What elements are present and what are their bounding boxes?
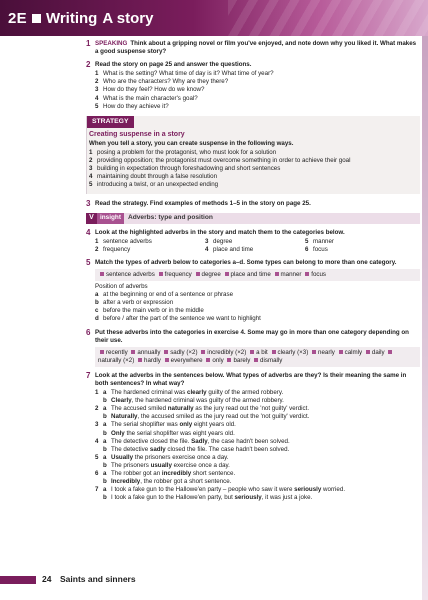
word-item: incredibly (×2): [207, 348, 247, 356]
word-box: [95, 347, 420, 367]
exercise-body: [95, 329, 420, 367]
exercise-instruction: Look at the adverbs in the sentences below. What types of adverbs are they? Is their meaning the same in both sentences? In what way?: [95, 371, 407, 387]
sentence-text: [111, 494, 312, 502]
sentence-row: [95, 430, 420, 438]
sentence-text: [111, 413, 309, 421]
sentence-part: The serial shoplifter was: [111, 421, 180, 429]
square-bullet-icon: [225, 272, 229, 276]
sentence-row: [95, 446, 420, 454]
sentence-part: the serial shoplifter was eight years old.: [124, 429, 235, 437]
item-letter: b: [95, 299, 99, 307]
sentence-part: The robber got an: [111, 470, 162, 478]
item-letter: a: [95, 291, 99, 299]
sentence-letter: a: [103, 453, 107, 461]
list-item: [89, 165, 416, 173]
list-item: [95, 70, 420, 78]
sentence-row: [95, 454, 420, 462]
square-bullet-icon: [305, 272, 309, 276]
unit-header-banner: [0, 0, 428, 36]
item-text: building in expectation through foreshadowing and short sentences: [97, 165, 281, 173]
unit-code: 2E: [8, 9, 27, 27]
sentence-part: , the robber got a short sentence.: [140, 478, 232, 486]
word-box: [95, 269, 420, 281]
sentence-part: closed the file. The case hadn't been solved.: [165, 445, 290, 453]
sentence-part: , the hardened criminal was guilty of the armed robbery.: [131, 397, 284, 405]
sentence-text: [111, 454, 229, 462]
item-text: What is the main character's goal?: [103, 94, 198, 102]
item-text: How do they feel? How do we know?: [103, 86, 205, 94]
item-number: 1: [95, 70, 99, 78]
exercise-3: [86, 200, 420, 208]
sentence-row: [95, 478, 420, 486]
list-item: [95, 291, 420, 299]
item-number: 5: [89, 181, 93, 189]
lesson-title: A story: [102, 9, 154, 27]
pair-number: 6: [95, 470, 99, 478]
highlighted-adverb: Sadly: [191, 437, 208, 445]
square-bullet-icon: [196, 272, 200, 276]
highlighted-adverb: usually: [150, 461, 172, 469]
sentence-text: [111, 446, 289, 454]
item-text: Who are the characters? Why are they there?: [103, 78, 229, 86]
footer-bar: [0, 576, 36, 584]
insight-label: insight: [97, 213, 124, 224]
item-number: 4: [95, 94, 99, 102]
sentence-letter: a: [103, 437, 107, 445]
square-bullet-icon: [254, 358, 258, 362]
pair-number: [95, 397, 103, 405]
sentence-text: [111, 462, 230, 470]
sentence-row: [95, 421, 420, 429]
sentence-letter: b: [103, 461, 107, 469]
item-number: 1: [95, 237, 99, 245]
pair-number: [95, 494, 103, 502]
position-list: [95, 291, 420, 323]
exercise-1: [86, 40, 420, 56]
exercise-2: [86, 61, 420, 111]
strategy-title: Creating suspense in a story: [89, 130, 185, 138]
word-item: daily: [371, 348, 385, 356]
category-grid: [95, 238, 420, 254]
word-item: frequency: [164, 270, 192, 278]
sentence-row: [95, 486, 420, 494]
highlighted-adverb: clearly: [187, 389, 207, 397]
sentence-row: [95, 397, 420, 405]
vocabulary-icon: V: [86, 213, 97, 224]
sentence-text: [111, 397, 284, 405]
banner-decoration: [228, 0, 428, 36]
strategy-box: [86, 116, 420, 194]
word-item: sentence adverbs: [106, 270, 155, 278]
word-item: focus: [311, 270, 327, 278]
square-bullet-icon: [366, 350, 370, 354]
list-item: [95, 95, 420, 103]
unit-heading: [8, 6, 153, 30]
square-bullet-icon: [206, 358, 210, 362]
square-bullet-icon: [339, 350, 343, 354]
question-list: [95, 70, 420, 110]
insight-bar: [86, 213, 420, 224]
sentence-text: [111, 486, 345, 494]
word-item: sadly (×2): [170, 348, 198, 356]
sentence-part: , the case hadn't been solved.: [207, 437, 290, 445]
pair-number: 4: [95, 437, 99, 445]
sentence-part: worried.: [321, 486, 346, 494]
item-letter: d: [95, 315, 99, 323]
word-item: degree: [201, 270, 221, 278]
item-number: 4: [89, 173, 93, 181]
exercise-number: 3: [86, 198, 91, 208]
sentence-text: [111, 421, 236, 429]
item-text: place and time: [213, 245, 254, 253]
pair-number: [95, 478, 103, 486]
pair-number: [95, 430, 103, 438]
exercise-body: [95, 229, 420, 254]
exercise-instruction: Read the strategy. Find examples of methods 1–5 in the story on page 25.: [95, 199, 311, 207]
exercise-instruction: Read the story on page 25 and answer the questions.: [95, 61, 252, 69]
exercise-instruction: Put these adverbs into the categories in exercise 4. Some may go in more than one category depending on their use.: [95, 328, 409, 344]
square-bullet-icon: [138, 358, 142, 362]
item-number: 1: [89, 149, 93, 157]
category-item: [305, 238, 405, 246]
exercise-number: 7: [86, 370, 91, 380]
highlighted-adverb: only: [179, 421, 193, 429]
sentence-row: [95, 389, 420, 397]
sentence-part: short sentence.: [191, 470, 236, 478]
page-content: [86, 40, 420, 507]
highlighted-adverb: sadly: [149, 445, 166, 453]
square-bullet-icon: [100, 272, 104, 276]
highlighted-adverb: incredibly: [161, 470, 192, 478]
list-item: [95, 307, 420, 315]
square-bullet-icon: [275, 272, 279, 276]
exercise-instruction: [95, 40, 420, 56]
word-item: naturally (×2): [98, 356, 135, 364]
list-item: [89, 157, 416, 165]
item-text: maintaining doubt through a false resolution: [97, 173, 218, 181]
exercise-body: [95, 61, 420, 111]
word-item: a bit: [256, 348, 268, 356]
category-item: [305, 246, 405, 254]
item-text: providing opposition; the protagonist must overcome something in order to achieve their goal: [97, 157, 351, 165]
page-number: 24: [42, 574, 52, 584]
speaking-label: SPEAKING: [95, 40, 128, 47]
exercise-text: Think about a gripping novel or film you've enjoyed, and note down why you liked it. What makes a good suspense story?: [95, 40, 417, 56]
square-bullet-icon: [159, 272, 163, 276]
sentence-part: the prisoners exercise once a day.: [133, 453, 229, 461]
sentence-row: [95, 438, 420, 446]
strategy-label: STRATEGY: [87, 116, 134, 128]
highlighted-adverb: Clearly: [111, 397, 132, 405]
exercise-instruction: Match the types of adverb below to categories a–d. Some types can belong to more than one category.: [95, 258, 397, 266]
sentence-part: The hardened criminal was: [111, 389, 188, 397]
item-number: 4: [205, 245, 209, 253]
exercise-body: [95, 372, 420, 503]
highlighted-adverb: seriously: [294, 486, 322, 494]
sentence-letter: b: [103, 478, 107, 486]
word-item: place and time: [230, 270, 271, 278]
square-bullet-icon: [100, 350, 104, 354]
square-bullet-icon: [250, 350, 254, 354]
lesson-type: Writing: [45, 9, 98, 27]
item-number: 2: [89, 157, 93, 165]
word-item: hardly: [144, 356, 161, 364]
strategy-body: [87, 128, 420, 194]
pair-number: 2: [95, 405, 99, 413]
sentence-letter: a: [103, 486, 107, 494]
sentence-row: [95, 470, 420, 478]
sentence-letter: a: [103, 389, 107, 397]
square-bullet-icon: [164, 350, 168, 354]
highlighted-adverb: naturally: [167, 405, 194, 413]
highlighted-adverb: Only: [111, 429, 125, 437]
word-item: clearly (×3): [277, 348, 309, 356]
item-text: after a verb or expression: [103, 299, 174, 307]
unit-title: Saints and sinners: [60, 574, 136, 584]
sentence-row: [95, 462, 420, 470]
pair-number: 5: [95, 453, 99, 461]
category-item: [205, 238, 305, 246]
pair-number: 3: [95, 421, 99, 429]
square-bullet-icon: [32, 14, 41, 23]
square-bullet-icon: [201, 350, 205, 354]
list-item: [89, 149, 416, 157]
item-number: 2: [95, 78, 99, 86]
sentence-letter: b: [103, 397, 107, 405]
sentence-part: exercise once a day.: [171, 461, 230, 469]
pair-number: [95, 446, 103, 454]
square-bullet-icon: [312, 350, 316, 354]
page-edge-strip: [422, 36, 428, 600]
highlighted-adverb: Usually: [111, 453, 134, 461]
list-item: [95, 103, 420, 111]
exercise-7: [86, 372, 420, 503]
word-item: annually: [137, 348, 161, 356]
item-text: introducing a twist, or an unexpected ending: [97, 181, 219, 189]
sentence-row: [95, 413, 420, 421]
sentence-part: , it was just a joke.: [261, 494, 313, 502]
word-item: everywhere: [170, 356, 203, 364]
word-item: only: [212, 356, 224, 364]
exercise-number: 4: [86, 227, 91, 237]
sentence-pairs: [95, 389, 420, 502]
sentence-row: [95, 405, 420, 413]
sentence-text: [111, 389, 283, 397]
item-number: 3: [89, 165, 93, 173]
list-item: [95, 86, 420, 94]
exercise-number: 1: [86, 39, 91, 48]
sentence-text: [111, 470, 235, 478]
pair-number: [95, 413, 103, 421]
strategy-intro: When you tell a story, you can create suspense in the following ways.: [89, 139, 294, 147]
sentence-letter: b: [103, 494, 107, 502]
position-title: Position of adverbs: [95, 283, 148, 291]
item-text: focus: [313, 245, 328, 253]
exercise-instruction: Look at the highlighted adverbs in the story and match them to the categories below.: [95, 228, 345, 236]
word-item: manner: [280, 270, 302, 278]
sentence-part: The prisoners: [111, 461, 151, 469]
item-text: before / after the part of the sentence we want to highlight: [103, 315, 261, 323]
exercise-number: 5: [86, 257, 91, 267]
word-item: dismally: [260, 356, 283, 364]
item-text: How do they achieve it?: [103, 102, 169, 110]
item-number: 5: [305, 237, 309, 245]
list-item: [95, 315, 420, 323]
highlighted-adverb: Naturally: [111, 413, 138, 421]
sentence-part: guilty of the armed robbery.: [206, 389, 284, 397]
item-number: 6: [305, 245, 309, 253]
sentence-part: I took a fake gun to the Hallowe'en party – people who saw it were: [111, 486, 295, 494]
sentence-row: [95, 494, 420, 502]
pair-number: 7: [95, 486, 99, 494]
item-text: sentence adverbs: [103, 237, 152, 245]
sentence-letter: a: [103, 421, 107, 429]
list-item: [89, 181, 416, 189]
item-text: What is the setting? What time of day is it? What time of year?: [103, 70, 274, 78]
sentence-letter: a: [103, 405, 107, 413]
sentence-letter: b: [103, 413, 107, 421]
word-item: recently: [106, 348, 128, 356]
item-text: posing a problem for the protagonist, who must look for a solution: [97, 149, 277, 157]
category-item: [205, 246, 305, 254]
sentence-part: as the jury read out the 'not guilty' verdict.: [193, 405, 310, 413]
sentence-letter: b: [103, 445, 107, 453]
word-item: calmly: [344, 348, 363, 356]
page-footer: [0, 573, 428, 587]
exercise-body: [95, 259, 420, 324]
square-bullet-icon: [227, 358, 231, 362]
item-number: 5: [95, 102, 99, 110]
sentence-letter: b: [103, 429, 107, 437]
highlighted-adverb: Incredibly: [111, 478, 141, 486]
list-item: [89, 173, 416, 181]
item-text: before the main verb or in the middle: [103, 307, 204, 315]
sentence-letter: a: [103, 470, 107, 478]
insight-title: Adverbs: type and position: [127, 214, 213, 222]
strategy-list: [89, 149, 416, 189]
exercise-5: [86, 259, 420, 324]
category-item: [95, 246, 205, 254]
sentence-part: I took a fake gun to the Hallowe'en party, but: [111, 494, 235, 502]
square-bullet-icon: [131, 350, 135, 354]
list-item: [95, 299, 420, 307]
sentence-part: The detective closed the file.: [111, 437, 192, 445]
item-text: frequency: [103, 245, 131, 253]
exercise-number: 6: [86, 327, 91, 337]
pair-number: 1: [95, 389, 99, 397]
sentence-part: , the accused smiled as the jury read out the 'not guilty' verdict.: [137, 413, 310, 421]
exercise-4: [86, 229, 420, 254]
sentence-part: The accused smiled: [111, 405, 168, 413]
square-bullet-icon: [272, 350, 276, 354]
item-text: manner: [313, 237, 334, 245]
sentence-text: [111, 438, 290, 446]
sentence-text: [111, 405, 309, 413]
item-text: degree: [213, 237, 233, 245]
word-item: nearly: [318, 348, 335, 356]
highlighted-adverb: seriously: [234, 494, 262, 502]
word-item: barely: [233, 356, 251, 364]
square-bullet-icon: [388, 350, 392, 354]
pair-number: [95, 462, 103, 470]
item-number: 3: [95, 86, 99, 94]
list-item: [95, 78, 420, 86]
square-bullet-icon: [165, 358, 169, 362]
sentence-part: The detective: [111, 445, 150, 453]
category-item: [95, 238, 205, 246]
sentence-text: [111, 430, 235, 438]
item-letter: c: [95, 307, 99, 315]
item-number: 3: [205, 237, 209, 245]
sentence-text: [111, 478, 231, 486]
item-number: 2: [95, 245, 99, 253]
exercise-6: [86, 329, 420, 367]
exercise-number: 2: [86, 60, 91, 70]
item-text: at the beginning or end of a sentence or phrase: [103, 291, 234, 299]
sentence-part: eight years old.: [192, 421, 236, 429]
